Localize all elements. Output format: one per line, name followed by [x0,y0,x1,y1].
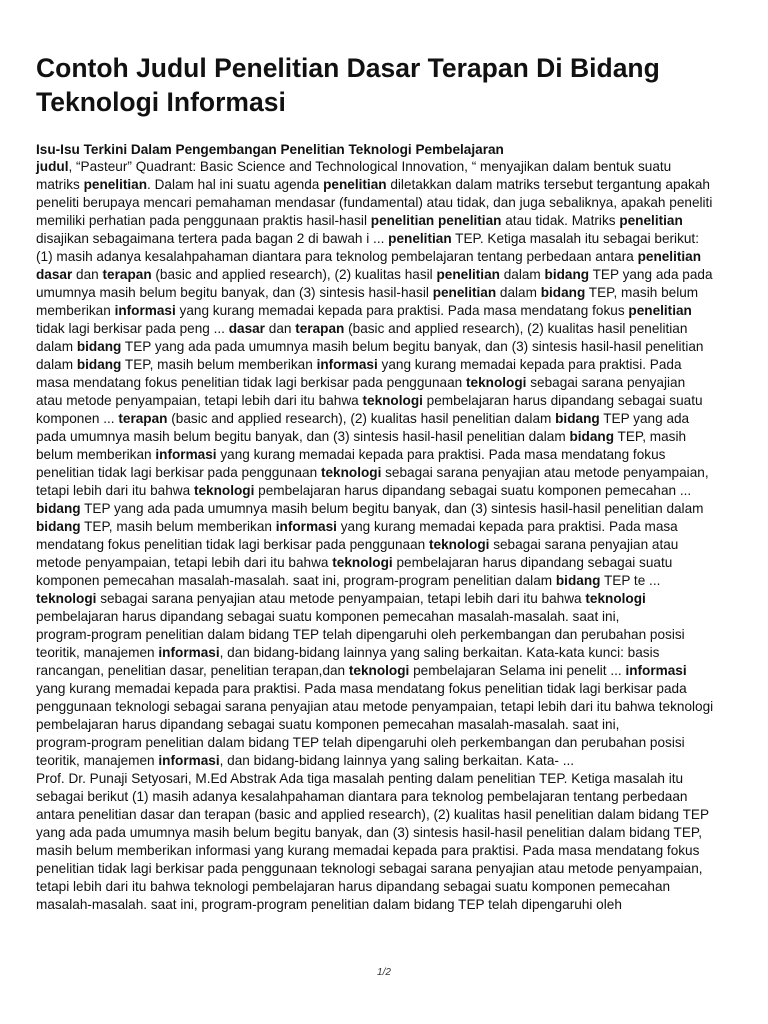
keyword-highlight: bidang [555,411,600,426]
keyword-highlight: teknologi [193,483,255,498]
keyword-highlight: terapan [102,267,152,282]
body-text [36,158,736,914]
text-segment: (basic and applied research), (2) kualitas hasil [151,267,437,282]
keyword-highlight: penelitian [628,303,692,318]
text-segment: rancangan, penelitian dasar, penelitian terapan,dan [36,663,349,678]
keyword-highlight: teknologi [348,663,410,678]
keyword-highlight: judul [36,159,69,174]
text-segment: disajikan sebagaimana tertera pada bagan 2 di bawah i ... [36,231,389,246]
body-line [36,734,736,752]
body-line [36,428,736,446]
body-line [36,266,736,284]
keyword-highlight: teknologi [585,591,646,606]
body-line [36,608,736,626]
text-segment: dalam [36,357,77,372]
section-subtitle: Isu-Isu Terkini Dalam Pengembangan Penelitian Teknologi Pembelajaran [36,142,504,157]
text-segment: , dan bidang-bidang lainnya yang saling berkaitan. Kata- ... [219,753,575,768]
body-line [36,482,736,500]
body-line [36,464,736,482]
body-line [36,662,736,680]
text-segment: dan [264,321,296,336]
keyword-highlight: teknologi [36,591,97,606]
text-segment: yang kurang memadai kepada para praktisi. Pada masa mendatang fokus [175,303,629,318]
text-segment: komponen ... [36,411,119,426]
text-segment: pembelajaran harus dipandang sebagai suatu komponen pemecahan masalah-masalah. saat ini, [36,609,620,624]
text-segment: memiliki perhatian pada penggunaan praktis hasil-hasil [36,213,371,228]
text-segment: , dan bidang-bidang lainnya yang saling berkaitan. Kata-kata kunci: basis [219,645,660,660]
keyword-highlight: informasi [155,447,217,462]
text-segment: belum memberikan [36,447,156,462]
text-segment: dalam [36,339,77,354]
body-line [36,338,736,356]
text-segment: TEP yang ada pada umumnya masih belum begitu banyak, dan (3) sintesis hasil-hasil penelitian [121,339,704,354]
text-segment: yang kurang memadai kepada para praktisi. Pada masa mendatang fokus [216,447,666,462]
page-title: Contoh Judul Penelitian Dasar Terapan Di Bidang Teknologi Informasi [36,53,660,117]
text-segment: (1) masih adanya kesalahpahaman diantara para teknolog pembelajaran tentang perbedaan antara [36,249,638,264]
body-line [36,230,736,248]
text-segment: Prof. Dr. Punaji Setyosari, M.Ed Abstrak Ada tiga masalah penting dalam penelitian TEP. Ketiga masalah itu [36,771,684,786]
text-segment: pada umumnya masih belum begitu banyak, dan (3) sintesis hasil-hasil penelitian dalam [36,429,570,444]
page-number: 1/2 [377,967,391,978]
body-line [36,842,736,860]
body-line [36,752,736,770]
body-line [36,878,736,896]
body-line [36,248,736,266]
body-line [36,572,736,590]
body-line [36,644,736,662]
body-line [36,176,736,194]
text-segment: antara penelitian dasar dan terapan (basic and applied research), (2) kualitas hasil penelitian dalam bidang TEP [36,807,710,822]
keyword-highlight: dasar [228,321,265,336]
body-line [36,284,736,302]
text-segment: dan [72,267,103,282]
keyword-highlight: bidang [76,339,122,354]
text-segment: TEP, masih belum memberikan [121,357,317,372]
keyword-highlight: penelitian [83,177,148,192]
text-segment: atau metode penyampaian, tetapi lebih dari itu bahwa [36,393,363,408]
body-line [36,392,736,410]
text-segment: TEP te ... [600,573,661,588]
keyword-highlight: bidang [540,285,586,300]
text-segment: , “Pasteur” Quadrant: Basic Science and Technological Innovation, “ menyajikan dalam bentuk suatu [68,159,672,174]
keyword-highlight: bidang [76,357,122,372]
keyword-highlight: informasi [275,519,337,534]
keyword-highlight: penelitian penelitian [370,213,502,228]
keyword-highlight: penelitian [637,249,702,264]
text-segment: program-program penelitian dalam bidang TEP telah dipengaruhi oleh perkembangan dan perubahan posisi [36,627,685,642]
text-segment: TEP, masih belum memberikan [80,519,276,534]
text-segment: masih belum memberikan informasi yang kurang memadai kepada para praktisi. Pada masa mendatang fokus [36,843,700,858]
text-segment: TEP yang ada pada umumnya masih belum begitu banyak, dan (3) sintesis hasil-hasil penelitian dalam [80,501,704,516]
body-line [36,698,736,716]
body-line [36,302,736,320]
keyword-highlight: teknologi [332,555,393,570]
text-segment: dalam [496,285,541,300]
keyword-highlight: teknologi [320,465,382,480]
text-segment: sebagai berikut (1) masih adanya kesalahpahaman diantara para teknolog pembelajaran tentang perbedaan [36,789,688,804]
text-segment: dalam [499,267,545,282]
text-segment: yang kurang memadai kepada para praktisi. Pada masa mendatang fokus penelitian tidak lagi berkisar pada [36,681,687,696]
text-segment: TEP yang ada pada [589,267,713,282]
keyword-highlight: bidang [555,573,601,588]
text-segment: mendatang fokus penelitian tidak lagi berkisar pada penggunaan [36,537,429,552]
body-line [36,158,736,176]
keyword-highlight: informasi [625,663,687,678]
body-line [36,680,736,698]
keyword-highlight: penelitian [432,285,497,300]
keyword-highlight: informasi [158,645,220,660]
text-segment: yang kurang memadai kepada para praktisi. Pada masa [336,519,678,534]
text-segment: TEP yang ada [599,411,690,426]
text-segment: diletakkan dalam matriks tersebut tergantung apakah [386,177,710,192]
keyword-highlight: teknologi [362,393,423,408]
body-line [36,410,736,428]
text-segment: masalah-masalah. saat ini, program-program penelitian dalam bidang TEP telah dipengaruhi oleh [36,897,622,912]
keyword-highlight: penelitian [619,213,683,228]
body-line [36,374,736,392]
text-segment: matriks [36,177,84,192]
body-line [36,788,736,806]
text-segment: atau tidak. Matriks [501,213,620,228]
body-line [36,860,736,878]
text-segment: pembelajaran harus dipandang sebagai suatu komponen pemecahan ... [254,483,692,498]
text-segment: komponen pemecahan masalah-masalah. saat ini, program-program penelitian dalam [36,573,556,588]
keyword-highlight: teknologi [466,375,527,390]
keyword-highlight: penelitian [388,231,452,246]
text-segment: tidak lagi berkisar pada peng ... [36,321,229,336]
body-line [36,194,736,212]
text-segment: (basic and applied research), (2) kualitas hasil penelitian [344,321,688,336]
keyword-highlight: terapan [295,321,345,336]
text-segment: tetapi lebih dari itu bahwa teknologi pembelajaran harus dipandang sebagai suatu komponen pemecahan [36,879,671,894]
text-segment: TEP. Ketiga masalah itu sebagai berikut: [451,231,699,246]
body-line [36,554,736,572]
text-segment: tetapi lebih dari itu bahwa [36,483,194,498]
body-line [36,500,736,518]
body-line [36,626,736,644]
body-line [36,212,736,230]
text-segment: peneliti berupaya mencari pemahaman mendasar (fundamental) atau tidak, dan juga sebaliknya, apakah peneliti [36,195,713,210]
text-segment: yang kurang memadai kepada para praktisi. Pada [377,357,682,372]
text-segment: metode penyampaian, tetapi lebih dari itu bahwa [36,555,333,570]
body-line [36,716,736,734]
body-line [36,356,736,374]
keyword-highlight: teknologi [429,537,490,552]
keyword-highlight: informasi [114,303,176,318]
text-segment: sebagai sarana penyajian atau [489,537,679,552]
text-segment: TEP, masih belum [585,285,699,300]
body-line [36,806,736,824]
text-segment: umumnya masih belum begitu banyak, dan (3) sintesis hasil-hasil [36,285,433,300]
text-segment: penggunaan teknologi sebagai sarana penyajian atau metode penyampaian, tetapi lebih dari itu bahwa teknologi [36,699,714,714]
body-line [36,446,736,464]
keyword-highlight: informasi [316,357,378,372]
text-segment: masa mendatang fokus penelitian tidak lagi berkisar pada penggunaan [36,375,467,390]
body-line [36,320,736,338]
body-line [36,536,736,554]
text-segment: pembelajaran Selama ini penelit ... [409,663,626,678]
text-segment: yang ada pada umumnya masih belum begitu banyak, dan (3) sintesis hasil-hasil penelitian dalam bidang TEP, [36,825,702,840]
text-segment: pembelajaran harus dipandang sebagai suatu [422,393,703,408]
text-segment: . Dalam hal ini suatu agenda [147,177,324,192]
text-segment: penelitian tidak lagi berkisar pada penggunaan teknologi sebagai sarana penyajian atau metode penyampaian, [36,861,703,876]
keyword-highlight: bidang [36,501,81,516]
text-segment: teoritik, manajemen [36,645,159,660]
keyword-highlight: terapan [118,411,168,426]
text-segment: pembelajaran harus dipandang sebagai suatu [392,555,673,570]
keyword-highlight: informasi [158,753,220,768]
text-segment: program-program penelitian dalam bidang TEP telah dipengaruhi oleh perkembangan dan perubahan posisi [36,735,685,750]
body-line [36,590,736,608]
body-line [36,896,736,914]
keyword-highlight: bidang [36,519,81,534]
text-segment: memberikan [36,303,115,318]
keyword-highlight: penelitian [436,267,500,282]
text-segment: TEP, masih [614,429,687,444]
text-segment: sebagai sarana penyajian atau metode penyampaian, tetapi lebih dari itu bahwa [96,591,586,606]
keyword-highlight: bidang [569,429,615,444]
keyword-highlight: bidang [544,267,590,282]
body-line [36,518,736,536]
text-segment: sebagai sarana penyajian [526,375,686,390]
body-line [36,770,736,788]
text-segment: penelitian tidak lagi berkisar pada penggunaan [36,465,321,480]
text-segment: (basic and applied research), (2) kualitas hasil penelitian dalam [167,411,556,426]
text-segment: pembelajaran harus dipandang sebagai suatu komponen pemecahan masalah-masalah. saat ini, [36,717,620,732]
text-segment: teoritik, manajemen [36,753,159,768]
keyword-highlight: penelitian [323,177,387,192]
keyword-highlight: dasar [36,267,73,282]
text-segment: sebagai sarana penyajian atau metode penyampaian, [381,465,709,480]
body-line [36,824,736,842]
